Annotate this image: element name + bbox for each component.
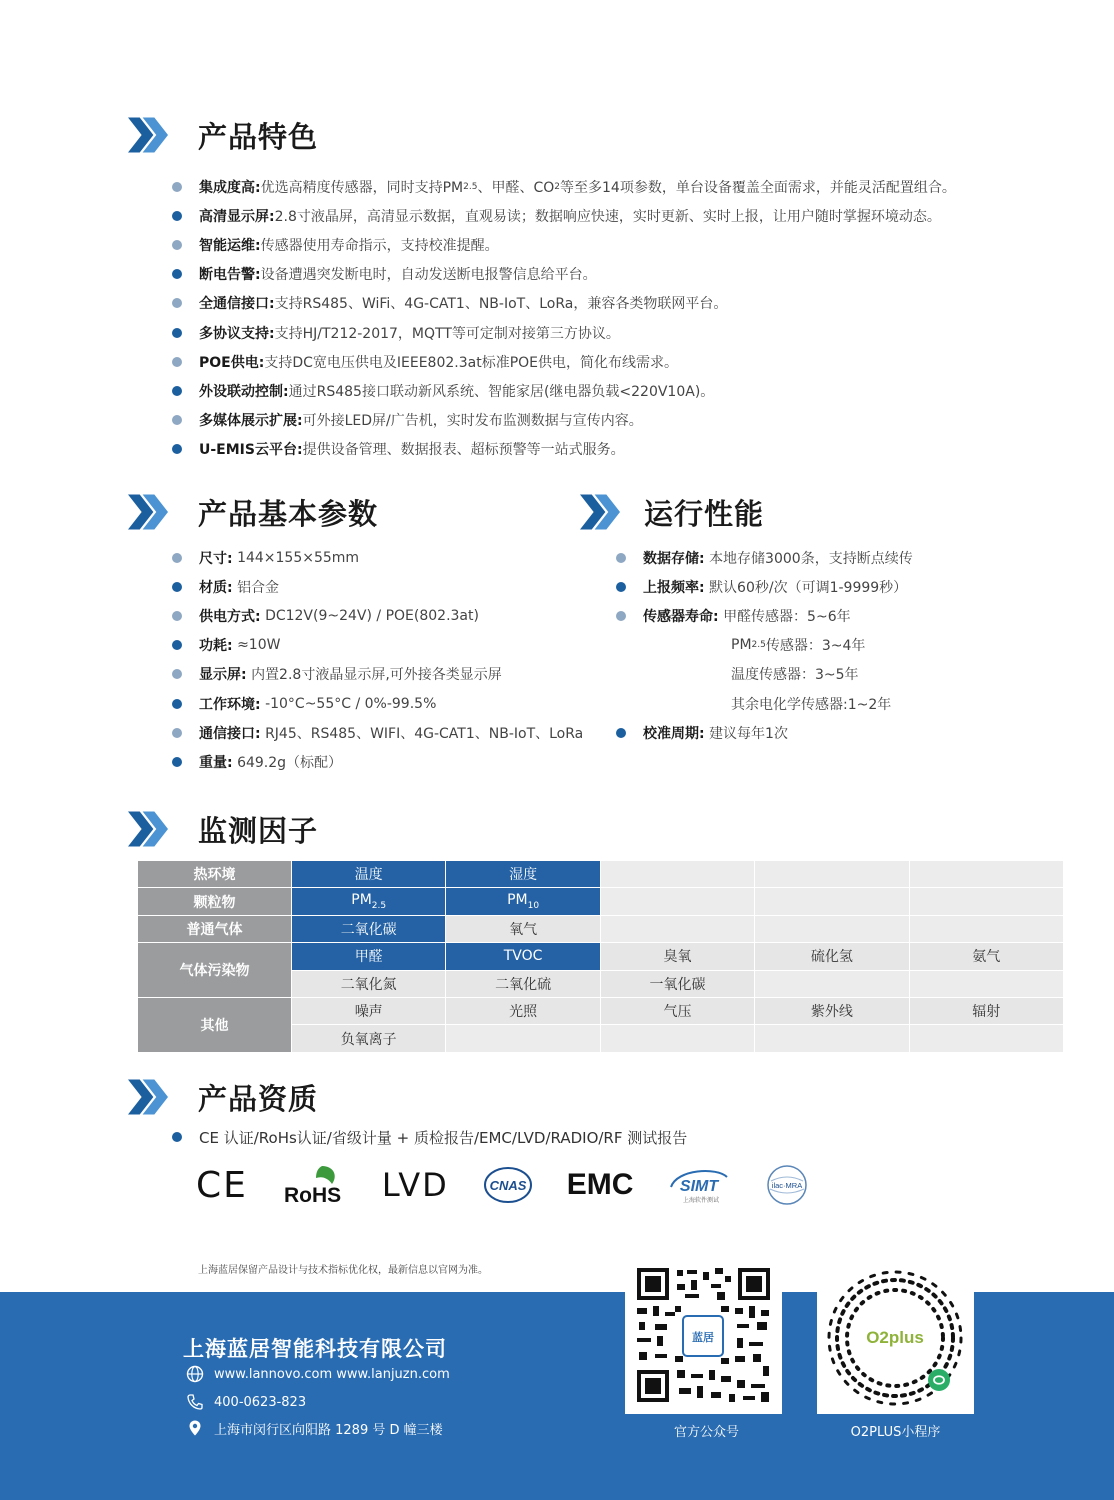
bullet-dot <box>172 757 182 767</box>
table-cell: 普通气体 <box>138 915 292 942</box>
contact-phone <box>186 1391 306 1413</box>
table-cell <box>600 861 754 888</box>
list-item <box>172 718 612 747</box>
bullet-dot <box>616 582 626 592</box>
section-cert-header <box>128 1075 318 1119</box>
perf-value: 甲醛传感器：5~6年 <box>723 608 851 625</box>
cert-logos <box>196 1160 843 1210</box>
list-item <box>172 631 612 660</box>
bullet-dot <box>172 386 182 396</box>
qr-code-icon <box>625 1262 782 1414</box>
bullet-dot <box>172 728 182 738</box>
table-cell <box>909 915 1063 942</box>
table-cell: 其他 <box>138 997 292 1052</box>
list-item <box>172 172 1072 201</box>
subscript: 2 <box>554 181 560 192</box>
bullet-dot <box>172 298 182 308</box>
param-value: ≈10W <box>237 637 281 654</box>
list-item <box>616 718 1056 747</box>
bullet-dot <box>172 211 182 221</box>
disclaimer-text: 上海蓝居保留产品设计与技术指标优化权，最新信息以官网为准。 <box>198 1265 488 1276</box>
bullet-dot <box>616 728 626 738</box>
features-list <box>172 172 1072 464</box>
table-row <box>138 861 1064 888</box>
table-cell <box>600 915 754 942</box>
table-cell <box>755 861 909 888</box>
param-key: 材质: <box>199 579 233 596</box>
feature-text: 2.8寸液晶屏，高清显示数据，直观易读；数据响应快速，实时更新、实时上报，让用户随时掌握环境动态。 <box>274 208 941 225</box>
miniprogram-code-icon <box>817 1262 974 1414</box>
bullet-dot <box>172 699 182 709</box>
location-pin-icon <box>186 1419 204 1437</box>
table-cell <box>446 888 600 915</box>
section-performance-header <box>580 490 764 534</box>
phone-text[interactable]: 400-0623-823 <box>214 1394 307 1410</box>
list-item <box>172 572 612 601</box>
contact-address <box>186 1417 443 1439</box>
param-key: 显示屏: <box>199 667 247 684</box>
phone-icon <box>186 1393 204 1411</box>
table-cell: 热环境 <box>138 861 292 888</box>
cell-text: PM <box>507 892 528 909</box>
table-cell <box>909 861 1063 888</box>
feature-text: 支持RS485、WiFi、4G-CAT1、NB-IoT、LoRa，兼容各类物联网平台。 <box>274 296 728 313</box>
feature-text: 通过RS485接口联动新风系统、智能家居(继电器负载<220V10A)。 <box>288 383 715 400</box>
param-key: 尺寸: <box>199 550 233 567</box>
table-cell: 臭氧 <box>600 943 754 970</box>
table-cell <box>755 888 909 915</box>
table-cell: 甲醛 <box>292 943 446 970</box>
ce-logo: CE <box>196 1164 248 1206</box>
feature-key: 高清显示屏: <box>199 208 275 225</box>
subscript: 10 <box>527 900 540 911</box>
bullet-dot <box>172 182 182 192</box>
table-row <box>138 915 1064 942</box>
table-cell <box>755 1025 909 1052</box>
feature-key: 集成度高: <box>199 179 261 196</box>
param-key: 重量: <box>199 754 233 771</box>
feature-text: 提供设备管理、数据报表、超标预警等一站式服务。 <box>302 442 625 459</box>
bullet-dot <box>172 328 182 338</box>
params-list <box>172 543 612 777</box>
feature-text: 支持DC宽电压供电及IEEE802.3at标准POE供电，简化布线需求。 <box>264 354 679 371</box>
table-cell <box>755 915 909 942</box>
ilac-logo-text: ilac·MRA <box>772 1181 803 1190</box>
perf-value: 本地存储3000条，支持断点续传 <box>709 550 913 567</box>
bullet-dot <box>172 240 182 250</box>
param-value: DC12V(9~24V) / POE(802.3at) <box>265 607 479 624</box>
list-item <box>172 689 612 718</box>
simt-logo <box>667 1165 731 1205</box>
feature-key: 全通信接口: <box>199 296 275 313</box>
table-cell: 氨气 <box>909 943 1063 970</box>
table-cell <box>292 888 446 915</box>
rohs-logo <box>282 1164 348 1206</box>
bullet-dot <box>172 611 182 621</box>
double-chevron-icon <box>128 811 168 847</box>
subscript: 2.5 <box>751 640 766 651</box>
table-row <box>138 943 1064 970</box>
ilac-mra-logo <box>765 1163 809 1207</box>
table-cell: 颗粒物 <box>138 888 292 915</box>
feature-text: 等至多14项参数，单台设备覆盖全面需求，并能灵活配置组合。 <box>560 179 956 196</box>
param-key: 功耗: <box>199 638 233 655</box>
perf-value: 其余电化学传感器:1~2年 <box>731 696 892 713</box>
cnas-logo-text: CNAS <box>489 1178 527 1193</box>
feature-text: 支持HJ/T212-2017，MQTT等可定制对接第三方协议。 <box>274 325 620 342</box>
bullet-dot <box>172 640 182 650</box>
param-key: 通信接口: <box>199 725 261 742</box>
section-title: 产品基本参数 <box>198 496 379 531</box>
feature-key: 多协议支持: <box>199 325 275 342</box>
list-item <box>616 660 1056 689</box>
list-item <box>616 631 1056 660</box>
feature-key: U-EMIS云平台: <box>199 442 303 459</box>
feature-key: 外设联动控制: <box>199 383 289 400</box>
table-cell: 二氧化碳 <box>292 915 446 942</box>
qr-code-official[interactable] <box>625 1262 782 1414</box>
param-value: RJ45、RS485、WIFI、4G-CAT1、NB-IoT、LoRa <box>265 725 584 742</box>
perf-key: 上报频率: <box>643 579 705 596</box>
table-cell: 二氧化硫 <box>446 970 600 997</box>
table-cell: 湿度 <box>446 861 600 888</box>
cert-text-row <box>172 1125 687 1149</box>
param-value: -10°C~55°C / 0%-99.5% <box>265 695 437 712</box>
double-chevron-icon <box>580 494 620 530</box>
double-chevron-icon <box>128 1079 168 1115</box>
table-row <box>138 997 1064 1024</box>
bullet-dot <box>172 357 182 367</box>
perf-value: 建议每年1次 <box>709 725 788 742</box>
section-title: 产品特色 <box>198 119 319 154</box>
bullet-dot <box>616 553 626 563</box>
list-item <box>172 601 612 630</box>
table-cell: 氧气 <box>446 915 600 942</box>
double-chevron-icon <box>128 494 168 530</box>
feature-text: 可外接LED屏/广告机，实时发布监测数据与宣传内容。 <box>302 413 643 430</box>
table-cell: 辐射 <box>909 997 1063 1024</box>
table-cell <box>755 970 909 997</box>
company-name: 上海蓝居智能科技有限公司 <box>183 1337 447 1361</box>
subscript: 2.5 <box>463 181 478 192</box>
bullet-dot <box>172 1132 182 1142</box>
section-title: 运行性能 <box>644 496 765 531</box>
param-value: 649.2g（标配） <box>237 754 343 771</box>
perf-key: 数据存储: <box>643 550 705 567</box>
cert-text: CE 认证/RoHs认证/省级计量 + 质检报告/EMC/LVD/RADIO/RF 测试报告 <box>199 1128 688 1147</box>
perf-key: 传感器寿命: <box>643 608 719 625</box>
list-item <box>616 689 1056 718</box>
list-item <box>172 747 612 776</box>
feature-text: 传感器使用寿命指示，支持校准提醒。 <box>260 237 499 254</box>
feature-text: 设备遭遇突发断电时，自动发送断电报警信息给平台。 <box>260 267 597 284</box>
bullet-dot <box>172 582 182 592</box>
feature-key: 多媒体展示扩展: <box>199 413 303 430</box>
list-item <box>172 406 1072 435</box>
table-cell: 硫化氢 <box>755 943 909 970</box>
param-key: 工作环境: <box>199 696 261 713</box>
section-title: 监测因子 <box>198 813 319 848</box>
table-cell: 负氧离子 <box>292 1025 446 1052</box>
feature-key: 智能运维: <box>199 237 261 254</box>
feature-text: 优选高精度传感器，同时支持PM <box>260 179 464 196</box>
table-cell: 紫外线 <box>755 997 909 1024</box>
list-item <box>172 230 1072 259</box>
perf-value: 温度传感器：3~5年 <box>731 667 859 684</box>
perf-key: 校准周期: <box>643 725 705 742</box>
globe-icon <box>186 1365 204 1383</box>
table-cell: 一氧化碳 <box>600 970 754 997</box>
table-cell: TVOC <box>446 943 600 970</box>
bullet-dot <box>172 553 182 563</box>
list-item <box>172 435 1072 464</box>
rohs-logo-text: RoHS <box>283 1184 342 1206</box>
performance-list <box>616 543 1056 747</box>
table-cell: 噪声 <box>292 997 446 1024</box>
table-row <box>138 888 1064 915</box>
subscript: 2.5 <box>371 900 387 911</box>
section-params-header <box>128 490 378 534</box>
feature-key: POE供电: <box>199 354 265 371</box>
double-chevron-icon <box>128 117 168 153</box>
o2plus-logo-text: O2plus <box>866 1328 924 1347</box>
perf-value: PM <box>731 637 752 654</box>
list-item <box>616 601 1056 630</box>
list-item <box>172 543 612 572</box>
table-cell <box>600 888 754 915</box>
qr-label-miniprogram: O2PLUS小程序 <box>850 1425 941 1440</box>
param-value: 内置2.8寸液晶显示屏,可外接各类显示屏 <box>251 667 502 684</box>
list-item <box>172 376 1072 405</box>
qr-badge-text: 蓝居 <box>692 1331 714 1344</box>
simt-logo-subtext: 上海软件测试 <box>683 1197 720 1204</box>
table-cell <box>909 888 1063 915</box>
list-item <box>172 289 1072 318</box>
param-value: 铝合金 <box>237 579 280 596</box>
website-text[interactable]: www.lannovo.com www.lanjuzn.com <box>214 1366 450 1382</box>
qr-label-official: 官方公众号 <box>673 1425 739 1440</box>
contact-website <box>186 1363 450 1385</box>
table-cell: 光照 <box>446 997 600 1024</box>
table-cell: 气体污染物 <box>138 943 292 998</box>
bullet-dot <box>172 415 182 425</box>
perf-value: 传感器：3~4年 <box>765 638 866 655</box>
list-item <box>172 201 1072 230</box>
cnas-logo <box>483 1165 533 1205</box>
perf-value: 默认60秒/次（可调1-9999秒） <box>709 579 908 596</box>
bullet-dot <box>172 669 182 679</box>
miniprogram-code[interactable] <box>817 1262 974 1414</box>
table-cell: 温度 <box>292 861 446 888</box>
simt-logo-text: SIMT <box>680 1178 719 1195</box>
table-cell <box>600 1025 754 1052</box>
factors-table <box>137 860 1064 1053</box>
address-text: 上海市闵行区向阳路 1289 号 D 幢三楼 <box>214 1422 443 1438</box>
list-item <box>172 347 1072 376</box>
section-features-header <box>128 113 318 157</box>
table-cell <box>909 970 1063 997</box>
table-cell: 二氧化氮 <box>292 970 446 997</box>
section-title: 产品资质 <box>198 1081 319 1116</box>
feature-text: 、甲醛、CO <box>477 179 555 196</box>
param-key: 供电方式: <box>199 608 261 625</box>
param-value: 144×155×55mm <box>237 549 360 566</box>
table-cell: 气压 <box>600 997 754 1024</box>
table-cell <box>446 1025 600 1052</box>
bullet-dot <box>172 269 182 279</box>
list-item <box>616 572 1056 601</box>
list-item <box>172 318 1072 347</box>
list-item <box>172 660 612 689</box>
list-item <box>616 543 1056 572</box>
cell-text: PM <box>351 892 372 909</box>
lvd-logo: LVD <box>381 1166 449 1204</box>
section-factors-header <box>128 807 318 851</box>
bullet-dot <box>172 444 182 454</box>
feature-key: 断电告警: <box>199 267 261 284</box>
bullet-dot <box>616 611 626 621</box>
list-item <box>172 260 1072 289</box>
table-cell <box>909 1025 1063 1052</box>
emc-logo: EMC <box>566 1168 634 1201</box>
